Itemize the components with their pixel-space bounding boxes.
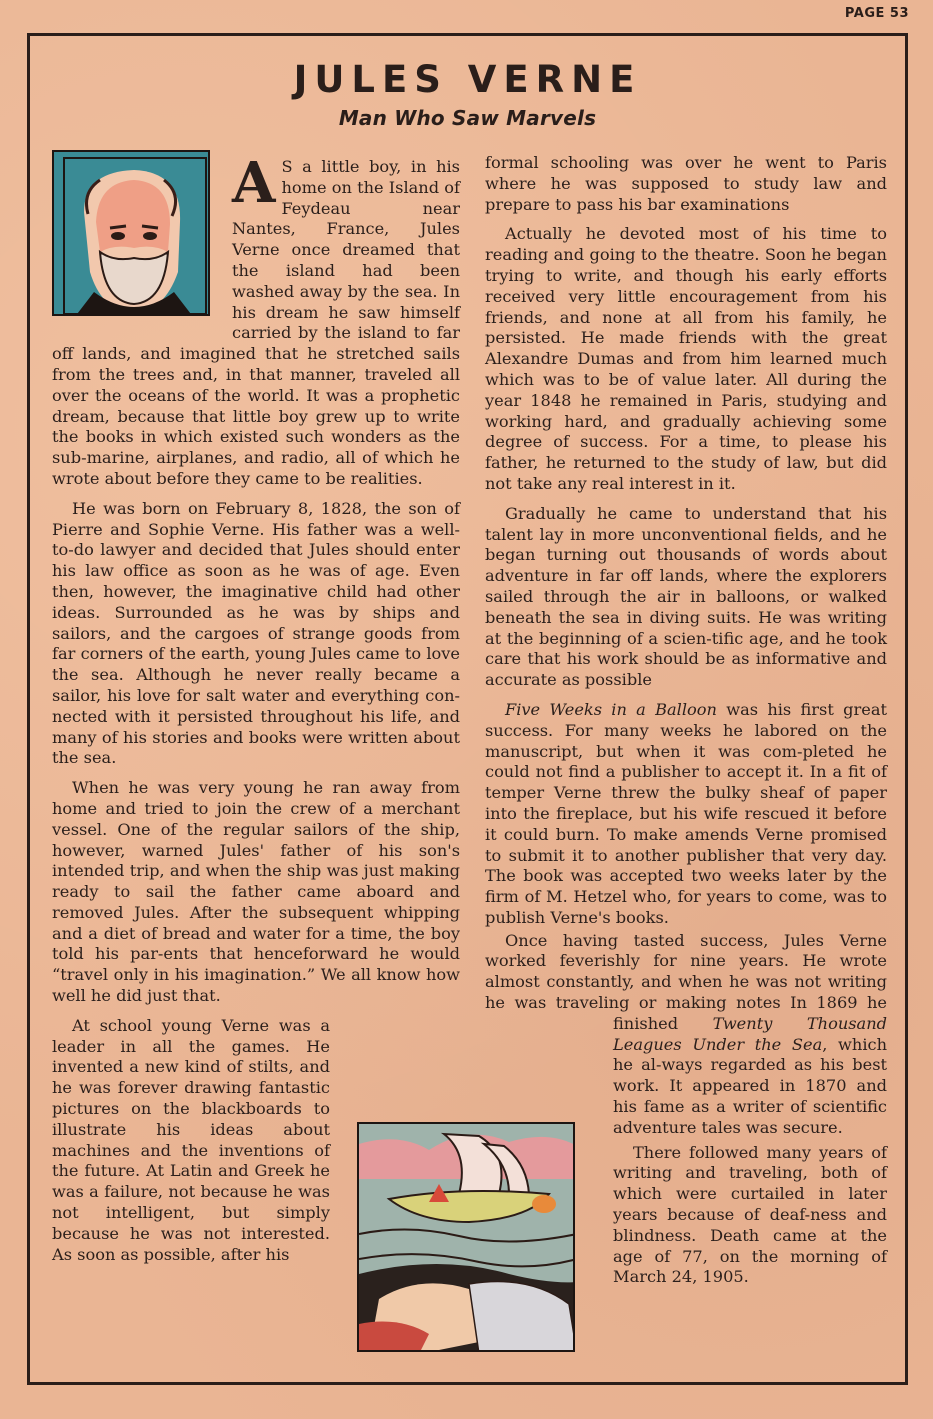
book-title-balloon: Five Weeks in a Balloon: [505, 699, 717, 719]
paragraph-paris: formal schooling was over he went to Paris where he was supposed to study law and prepare to pass his bar examinations: [485, 153, 887, 214]
left-column: [52, 150, 460, 1274]
paragraph-birth: He was born on February 8, 1828, the son of Pierre and Sophie Verne. His father was a well-to-do lawyer and decided that Jules should enter his law office as soon as he was of age. Even then, however, the imaginative child had other ideas. Surrounded as he was by ships and sailors, and the cargoes of strange goods from far corners of the earth, young Jules came to love the sea. Although he never really became a sailor, his love for salt water and everything con-nected with it persisted throughout his life, and many of his stories and books were written about the sea.: [52, 498, 460, 768]
paragraph-success-text: , which he al-ways regarded as his best work. It appeared in 1870 and his fame as a writer of scientific adventure tales was secure.: [613, 1034, 887, 1137]
paragraph-runaway: When he was very young he ran away from home and tried to join the crew of a merchant vessel. One of the regular sailors of the ship, however, warned Jules' father of his son's intended trip, and when the ship was just making ready to sail the father came aboard and removed Jules. After the subsequent whipping and a diet of bread and water for a time, the boy told his par-ents that henceforward he would “travel only in his imagination.” We all know how well he did just that.: [52, 778, 460, 1006]
illustration-spacer: [485, 1018, 613, 1268]
drop-cap: A: [232, 150, 276, 216]
page-number: PAGE 53: [844, 6, 909, 21]
article-title: JULES VERNE: [293, 58, 642, 101]
portrait-spacer: [52, 157, 232, 332]
paragraph-success-lead: Once having tasted success, Jules Verne worked feverishly for nine years. He wrote almost constantly, and when he was not writing he was traveling or making notes In 1869 he finished: [485, 930, 887, 1033]
paragraph-balloon: [485, 700, 887, 929]
paragraph-school: At school young Verne was a leader in all the games. He invented a new kind of stilts, and he was forever drawing fantastic pictures on the blackboards to illustrate his ideas about machines and the inventions of the future. At Latin and Greek he was a failure, not because he was not intelligent, but simply because he was not interested. As soon as possible, after his: [52, 1015, 330, 1264]
book-title-twenty-thousand-leagues: Twenty Thousand Leagues Under the Sea: [613, 1013, 887, 1054]
paragraph-unconventional: Gradually he came to understand that his talent lay in more unconventional fields, and he began turning out thousands of words about adventure in far off lands, where the explorers sailed through the air in balloons, or walked beneath the sea in diving suits. He was writing at the beginning of a scien-tific age, and he took care that his work should be as informative and accurate as possible: [485, 503, 887, 690]
paragraph-death: There followed many years of writing and traveling, both of which were curtailed in later years because of deaf-ness and blindness. Death came at the age of 77, on the morning of March 24, 1905.: [613, 1142, 887, 1287]
paragraph-balloon-text: was his first great success. For many weeks he labored on the manuscript, but when it was com-pleted he could not find a publisher to accept it. In a fit of temper Verne threw the bulky sheaf of paper into the fireplace, but his wife rescued it before it could burn. To make amends Verne promised to submit it to another publisher that very day. The book was accepted two weeks later by the firm of M. Hetzel who, for years to come, was to publish Verne's books.: [485, 699, 887, 927]
paragraph-success: [485, 931, 887, 1139]
article-subtitle: Man Who Saw Marvels: [338, 106, 597, 130]
paragraph-theatre: Actually he devoted most of his time to reading and going to the theatre. Soon he began trying to write, and though his early efforts received very little encouragement from his friends, and none at all from his family, he persisted. He made friends with the great Alexandre Dumas and from him learned much which was to be of value later. All during the year 1848 he remained in Paris, studying and working hard, and gradually achieving some degree of success. For a time, to please his father, he returned to the study of law, but did not take any real interest in it.: [485, 224, 887, 493]
paragraph-intro-text: S a little boy, in his home on the Island of Feydeau near Nantes, France, Jules Verne once dreamed that the island had been washed away by the sea. In his dream he saw himself carried by the island to far off lands, and imagined that he stretched sails from the trees and, in that manner, traveled all over the oceans of the world. It was a prophetic dream, because that little boy grew up to write the books in which existed such wonders as the sub-marine, airplanes, and radio, all of which he wrote about before they came to be realities.: [52, 157, 460, 488]
right-column: [485, 153, 887, 1297]
